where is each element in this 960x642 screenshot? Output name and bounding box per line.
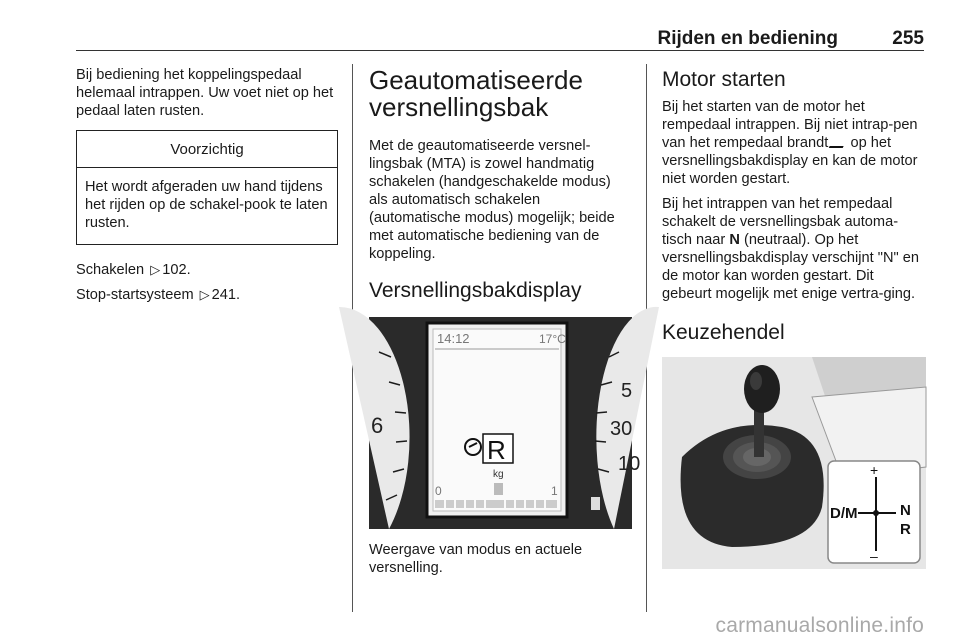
plus-position: + (870, 462, 879, 478)
body-paragraph: Bij het starten van de motor het rempedaal intrappen. Bij niet intrap-pen van het rempedaal brandt op het versnellingsbakdisplay en kan de motor niet worden gestart. (662, 99, 918, 187)
body-paragraph: Bij het intrappen van het rempedaal schakelt de versnellingsbak automa-tisch naar N (neutraal). Op het versnellingsbakdisplay verschijnt "N" en de motor kan worden gestart. Dit gebeurt mogelijk met enige vertra-ging. (662, 196, 919, 302)
section-heading: Geautomatiseerde versnellingsbak (369, 65, 583, 122)
caution-title: Voorzichtig (77, 131, 337, 168)
display-time: 14:12 (437, 331, 470, 346)
caution-text: Het wordt afgeraden uw hand tijdens het rijden op de schakel-pook te laten rusten. (85, 179, 328, 231)
minus-position: – (870, 548, 878, 564)
section-title: Rijden en bediening (657, 28, 838, 49)
intro-paragraph: Bij bediening het koppelingspedaal helemaal intrappen. Uw voet niet op het pedaal laten rusten. (76, 67, 334, 119)
subsection-heading: Versnellingsbakdisplay (369, 279, 582, 302)
body-paragraph: Met de geautomatiseerde versnel-lingsbak (MTA) is zowel handmatig schakelen (handgeschakelde modus) als automatisch schakelen (automatische modus) mogelijk; beide met automatische bediening van de koppeling. (369, 138, 615, 262)
fuel-icon (494, 483, 503, 495)
page-header (76, 28, 924, 51)
column-right (662, 66, 926, 569)
gauge-number: 30 (610, 418, 633, 440)
selector-lever-illustration (662, 357, 926, 569)
display-temperature: 17°C (539, 332, 566, 346)
unit-label: kg (493, 469, 504, 480)
page-reference-icon: ▷ (199, 287, 210, 302)
page-reference-icon: ▷ (150, 262, 161, 277)
gauge-number: 5 (621, 380, 633, 402)
scale-max: 1 (551, 484, 558, 498)
column-middle (369, 65, 641, 577)
transmission-warning-icon (829, 134, 850, 148)
dm-position: D/M (830, 505, 858, 522)
page-number: 255 (892, 28, 924, 49)
watermark: carmanualsonline.info (715, 614, 924, 637)
caution-box (76, 130, 338, 245)
section-heading: Motor starten (662, 68, 786, 91)
column-left (76, 66, 338, 304)
reference-shifting[interactable]: Schakelen ▷ 102. (76, 262, 191, 278)
gauge-number: 10 (618, 453, 641, 475)
subsection-heading: Keuzehendel (662, 321, 785, 344)
figure-caption: Weergave van modus en actuele versnelling. (369, 542, 583, 576)
reference-stop-start[interactable]: Stop-startsysteem ▷ 241. (76, 287, 241, 303)
fuel-icon (591, 497, 600, 510)
r-position: R (900, 521, 911, 538)
scale-min: 0 (435, 484, 442, 498)
transmission-display-illustration (369, 317, 641, 529)
n-position: N (900, 502, 911, 519)
gear-indicator: R (487, 435, 506, 465)
gauge-number: 6 (371, 413, 384, 438)
